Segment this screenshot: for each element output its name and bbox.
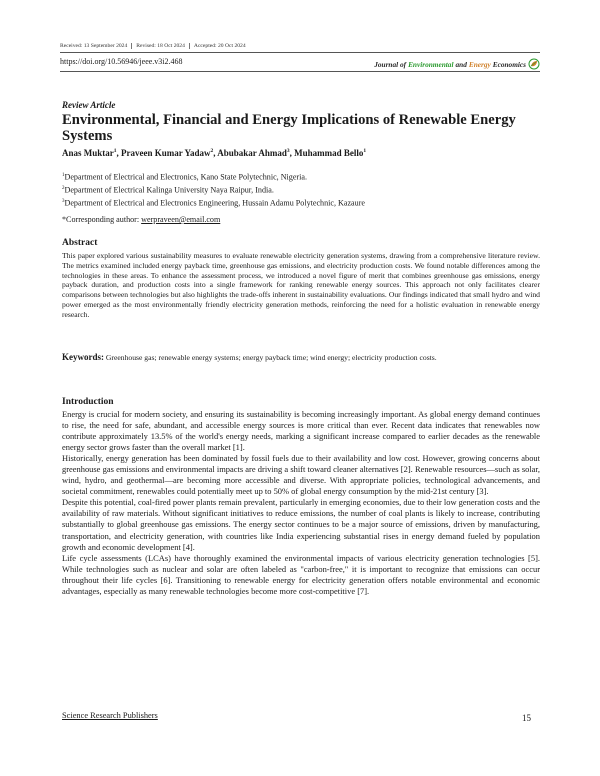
affil-marker: 2: [62, 185, 65, 191]
header-rule-bottom: [60, 71, 540, 72]
publisher-link[interactable]: Science Research Publishers: [62, 711, 158, 720]
keywords: [62, 353, 540, 363]
keywords-text: Greenhouse gas; renewable energy systems; energy payback time; wind energy; electricity production costs.: [104, 353, 437, 362]
author-name: Anas Muktar: [62, 148, 114, 158]
affil-marker: 3: [62, 198, 65, 204]
author-name: Muhammad Bello: [294, 148, 364, 158]
journal-and: and: [455, 59, 467, 69]
affil-text: Department of Electrical and Electronics Engineering, Hussain Adamu Polytechnic, Kazaure: [64, 198, 365, 208]
intro-paragraph: Life cycle assessments (LCAs) have thoroughly examined the environmental impacts of various electricity generation technologies [5]. While technologies such as nuclear and solar are often labeled as "carbon-free," it is important to recognize that emissions can occur throughout their life cycles [6]. Transitioning to renewable energy for electricity generation offers notable environmental and economic advantages, especially as many renewable technologies become more cost-competitive [7].: [62, 552, 540, 596]
affiliation-list: [62, 170, 365, 209]
intro-paragraph: Despite this potential, coal-fired power plants remain prevalent, particularly in emerging economies, due to their low generation costs and the availability of raw materials. Without significant initiatives to reduce emissions, the number of coal plants is likely to increase, contributing substantially to global greenhouse gas emissions. The energy sector continues to be a major source of emissions, driven by manufacturing, transportation, and electricity generation, with countries like India experiencing substantial rises in energy demand fueled by population growth and economic development [4].: [62, 497, 540, 552]
author-separator: ,: [116, 148, 122, 158]
author-separator: ,: [289, 148, 295, 158]
journal-energy: Energy: [468, 59, 491, 69]
corresponding-label: *Corresponding author:: [62, 215, 142, 224]
introduction-body: [62, 409, 540, 597]
revised-date: Revised: 18 Oct 2024: [132, 43, 190, 49]
author-affil-marker: 1: [363, 148, 367, 154]
header-rule-top: [60, 52, 540, 53]
intro-paragraph: Energy is crucial for modern society, and ensuring its sustainability is becoming increasingly important. As global energy demand continues to rise, the need for safe, abundant, and accessible energy sources is more critical than ever. Recent data indicates that renewables now contribute approximately 13.5% of the world's energy needs, marking a significant increase compared to earlier decades as the renewable energy sector grows faster than the overall market [1].: [62, 409, 540, 453]
doi-link[interactable]: https://doi.org/10.56946/jeee.v3i2.468: [60, 57, 183, 66]
corresponding-author: [62, 215, 220, 224]
page-number: 15: [522, 713, 531, 723]
affil-text: Department of Electrical Kalinga University Naya Raipur, India.: [64, 185, 274, 195]
journal-name: [374, 58, 540, 70]
journal-suffix: Economics: [492, 59, 526, 69]
author-name: Abubakar Ahmad: [217, 148, 287, 158]
paper-title: Environmental, Financial and Energy Implications of Renewable Energy Systems: [62, 112, 516, 144]
author-affil-marker: 3: [286, 148, 290, 154]
affiliation-item: [62, 196, 365, 209]
author-list: [62, 148, 366, 158]
received-date: Received: 13 September 2024: [60, 43, 132, 49]
keywords-label: Keywords:: [62, 352, 104, 362]
journal-environmental: Environmental: [408, 59, 454, 69]
corresponding-email-link[interactable]: werpraveen@email.com: [141, 215, 221, 224]
intro-paragraph: Historically, energy generation has been dominated by fossil fuels due to their availability and low cost. However, growing concerns about greenhouse gas emissions and environmental impacts are driving a shift toward cleaner alternatives [2]. Renewable resources—such as solar, wind, hydro, and geothermal—are becoming more accessible and diverse. With appropriate policies, technological advancements, and societal commitment, renewables could potentially meet up to 50% of global energy consumption by the mid-21st century [3].: [62, 453, 540, 497]
accepted-date: Accepted: 20 Oct 2024: [193, 43, 246, 49]
journal-prefix: Journal of: [374, 59, 407, 69]
article-type: Review Article: [62, 100, 116, 110]
affil-text: Department of Electrical and Electronics, Kano State Polytechnic, Nigeria.: [64, 172, 307, 182]
author-affil-marker: 2: [210, 148, 214, 154]
affil-marker: 1: [62, 173, 65, 178]
author-affil-marker: 1: [113, 148, 117, 154]
affiliation-item: [62, 183, 365, 196]
author-name: Praveen Kumar Yadaw: [121, 148, 211, 158]
abstract-text: This paper explored various sustainability measures to evaluate renewable electricity generation systems, drawing from a comprehensive literature review. The metrics examined included energy payback time, greenhouse gas emissions, and electricity production costs. We found notable differences among the technologies in these areas. To enhance the assessment process, we introduced a novel figure of merit that combines greenhouse gas emissions, energy payback duration, and production costs into a single framework for ranking renewable energy sources. This approach not only facilitates clearer comparisons between technologies but also highlights the trade-offs inherent in sustainability evaluations. Our findings indicated that small hydro and wind power emerged as the most environmentally friendly electricity generation methods, reinforcing the need for a holistic evaluation in renewable energy research.: [62, 251, 540, 319]
leaf-globe-icon: [528, 58, 540, 70]
affiliation-item: [62, 170, 365, 183]
introduction-heading: Introduction: [62, 397, 114, 407]
abstract-heading: Abstract: [62, 238, 98, 248]
submission-dates: [60, 43, 250, 49]
author-separator: ,: [213, 148, 218, 158]
